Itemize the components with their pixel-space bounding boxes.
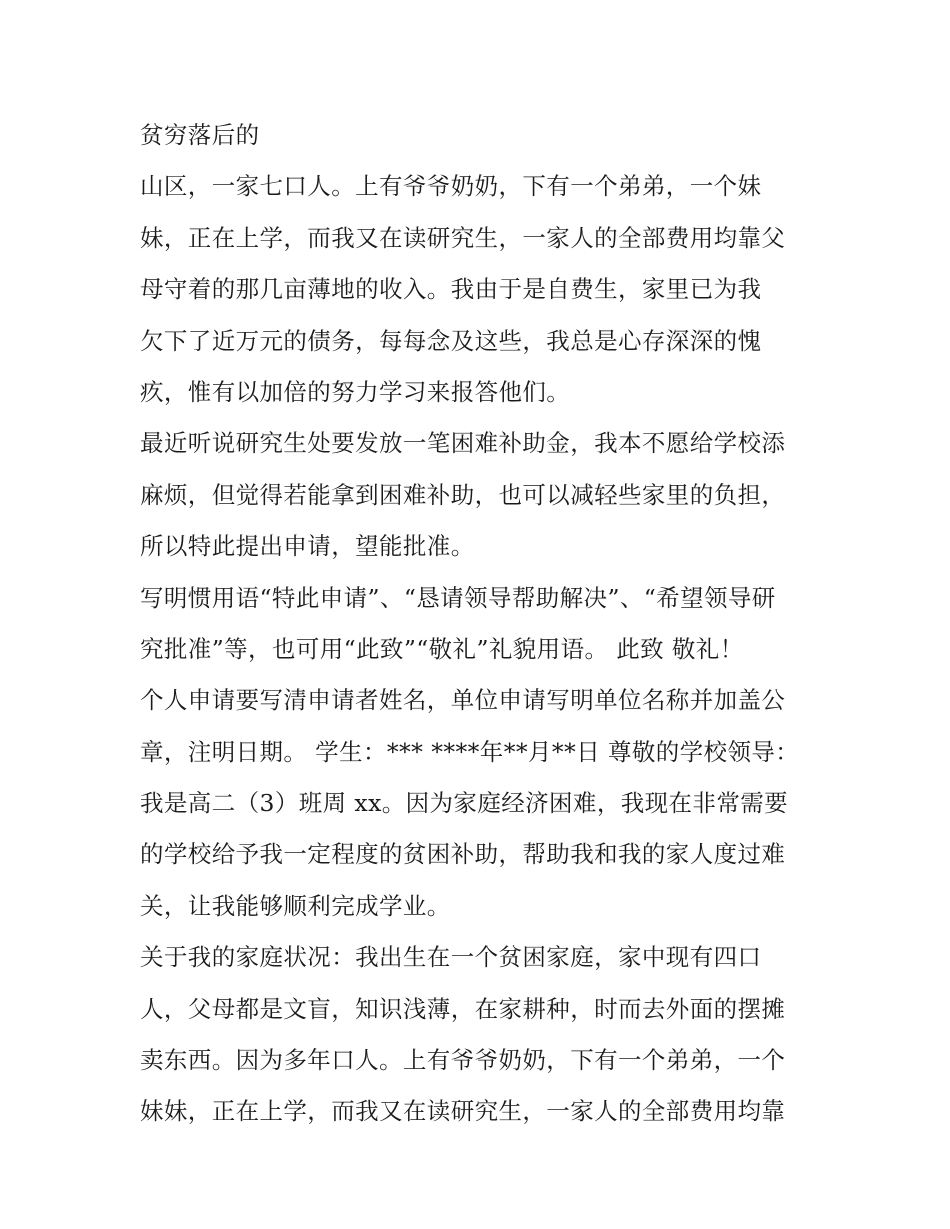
text-line: 麻烦，但觉得若能拿到困难补助，也可以减轻些家里的负担， <box>140 480 786 509</box>
text-line: 山区，一家七口人。上有爷爷奶奶，下有一个弟弟，一个妹 <box>140 172 762 201</box>
text-line: 的学校给予我一定程度的贫困补助，帮助我和我的家人度过难 <box>140 840 786 869</box>
text-line: 人，父母都是文盲，知识浅薄，在家耕种，时而去外面的摆摊 <box>140 994 786 1023</box>
text-line: 写明惯用语“特此申请”、“恳请领导帮助解决”、“希望领导研 <box>140 583 776 612</box>
text-line: 我是高二（3）班周 xx。因为家庭经济困难，我现在非常需要 <box>140 789 789 818</box>
text-line: 妹，正在上学，而我又在读研究生，一家人的全部费用均靠父 <box>140 223 786 252</box>
text-line: 贫穷落后的 <box>140 121 260 149</box>
text-line: 个人申请要写清申请者姓名，单位申请写明单位名称并加盖公 <box>140 686 786 715</box>
text-line: 疚，惟有以加倍的努力学习来报答他们。 <box>140 377 571 406</box>
text-line: 关于我的家庭状况：我出生在一个贫困家庭，家中现有四口 <box>140 943 762 972</box>
text-line: 章，注明日期。 学生：*** ****年**月**日 尊敬的学校领导： <box>140 737 800 766</box>
text-line: 所以特此提出申请，望能批准。 <box>140 532 475 561</box>
text-line: 欠下了近万元的债务，每每念及这些，我总是心存深深的愧 <box>140 326 762 355</box>
text-line: 关，让我能够顺利完成学业。 <box>140 891 451 920</box>
text-line: 母守着的那几亩薄地的收入。我由于是自费生，家里已为我 <box>140 275 762 304</box>
text-line: 究批准”等，也可用“此致”“敬礼”礼貌用语。 此致 敬礼！ <box>140 634 744 663</box>
document-body <box>140 110 820 1138</box>
text-line: 妹妹，正在上学，而我又在读研究生，一家人的全部费用均靠 <box>140 1097 786 1126</box>
text-line: 卖东西。因为多年口人。上有爷爷奶奶，下有一个弟弟，一个 <box>140 1046 786 1075</box>
text-line: 最近听说研究生处要发放一笔困难补助金，我本不愿给学校添 <box>140 429 786 458</box>
